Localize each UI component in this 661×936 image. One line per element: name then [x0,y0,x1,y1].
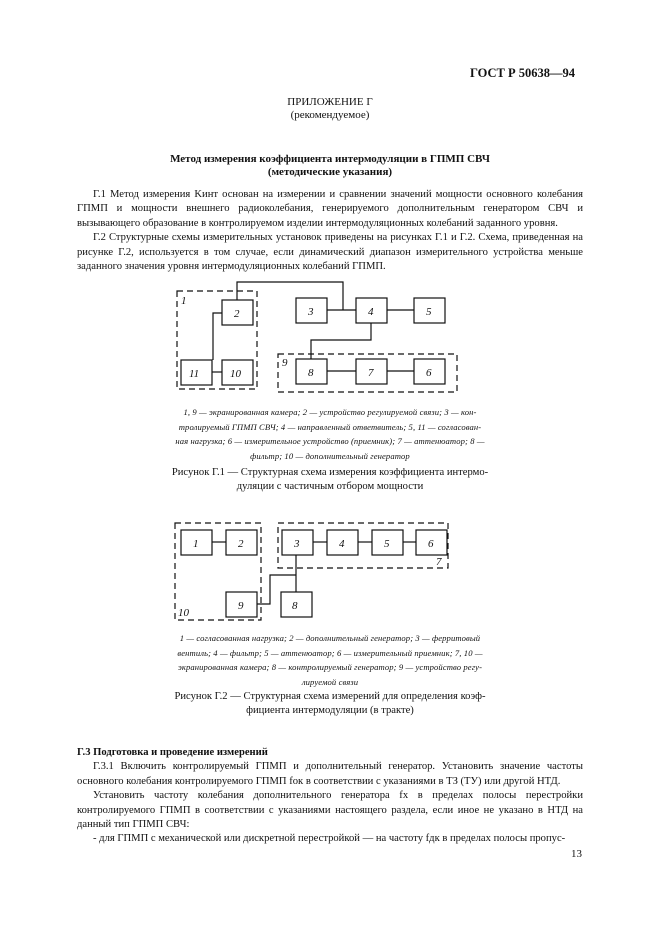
paragraph-g1: Г.1 Метод измерения Kинт основан на измерении и сравнении значений мощности основного колебания ГПМП и мощности внешнего радиоколебания, генерируемого дополнительным генератором СВЧ и вызывающего образование в контролируемом изделии интермодуляционных колебаний заданного уровня. [77,189,583,229]
fig1-label-9: 9 [282,357,288,369]
fig2-label-5: 5 [384,538,390,550]
fig2-label-9: 9 [238,600,244,612]
fig1-label-11: 11 [189,368,200,380]
fig2-label-7: 7 [436,556,442,568]
fig1-caption-line: дуляции с частичным отбором мощности [236,481,424,492]
method-title: Метод измерения коэффициента интермодуляции в ГПМП СВЧ [170,153,490,165]
figure-1-legend [60,405,600,463]
fig2-label-8: 8 [292,600,298,612]
fig2-label-2: 2 [238,538,244,550]
fig1-label-7: 7 [368,367,374,379]
paragraph-g31-cont: Установить частоту колебания дополнительного генератора fx в пределах полосы перестройки контролируемого ГПМП в соответствии с указаниями настоящего раздела, если иное не указано в НТД на данный тип ГПМП СВЧ: [77,790,583,831]
figure-1-diagram [0,270,661,400]
method-subtitle: (методические указания) [267,166,393,178]
fig1-legend-line: ная нагрузка; 6 — измерительное устройство (приемник); 7 — аттенюатор; 8 — [175,436,485,446]
fig1-label-10: 10 [230,368,241,380]
page-number: 13 [571,848,582,860]
section-3 [77,746,583,847]
paragraph-g31-item: - для ГПМП с механической или дискретной перестройкой — на частоту fдк в пределах полосы пропус- [93,833,566,845]
figure-2-legend [60,631,600,689]
fig2-caption-line: Рисунок Г.2 — Структурная схема измерений для определения коэф- [174,691,486,702]
fig2-label-3: 3 [294,538,300,550]
fig1-label-8: 8 [308,367,314,379]
fig2-legend-line: вентиль; 4 — фильтр; 5 — аттенюатор; 6 — измерительный приемник; 7, 10 — [177,647,483,658]
paragraph-g31: Г.3.1 Включить контролируемый ГПМП и дополнительный генератор. Установить значение частоты основного колебания контролируемого ГПМП fок в соответствии с указаниями в ТЗ (ТУ) или другой НТД. [77,761,583,787]
fig1-label-5: 5 [426,306,432,318]
figure-2-caption [60,690,600,718]
fig2-label-10: 10 [178,607,189,619]
fig1-label-1: 1 [181,295,187,307]
document-code: ГОСТ Р 50638—94 [469,66,575,80]
fig2-legend-line: 1 — согласованная нагрузка; 2 — дополнительный генератор; 3 — ферритовый [179,633,481,643]
figure-2-diagram [0,515,661,625]
fig2-label-4: 4 [339,538,345,550]
appendix-subtitle: (рекомендуемое) [290,109,370,121]
fig1-label-4: 4 [368,306,374,318]
figure-1-caption [60,466,600,494]
fig2-label-1: 1 [193,538,199,550]
fig2-caption-line: фициента интермодуляции (в тракте) [246,705,414,716]
fig1-legend-line: тролируемый ГПМП СВЧ; 4 — направленный ответвитель; 5, 11 — согласован- [178,421,482,432]
fig1-label-6: 6 [426,367,432,379]
fig2-link-9-to-line [257,575,296,604]
paragraph-g2: Г.2 Структурные схемы измерительных установок приведены на рисунках Г.1 и Г.2. Схема, приведенная на рисунке Г.2, используется в том случае, если динамический диапазон измерительного устройства меньше заданного значения уровня интермодуляционных колебаний ГПМП. [77,232,583,273]
fig2-screened-chamber-10 [175,523,261,620]
section-3-heading: Г.3 Подготовка и проведение измерений [77,747,268,758]
fig1-legend-line: 1, 9 — экранированная камера; 2 — устройство регулируемой связи; 3 — кон- [183,407,477,417]
fig2-label-6: 6 [428,538,434,550]
fig1-label-2: 2 [234,308,240,320]
appendix-title: ПРИЛОЖЕНИЕ Г [287,96,373,108]
fig1-caption-line: Рисунок Г.1 — Структурная схема измерения коэффициента интермо- [171,467,489,478]
fig2-legend-line: экранированная камера; 8 — контролируемый генератор; 9 — устройство регу- [177,662,483,672]
fig1-legend-line: фильтр; 10 — дополнительный генератор [250,450,410,461]
intro-text [77,188,583,274]
fig2-legend-line: лируемой связи [301,676,359,687]
fig1-label-3: 3 [308,306,314,318]
fig1-link-2-to-11 [213,313,222,360]
